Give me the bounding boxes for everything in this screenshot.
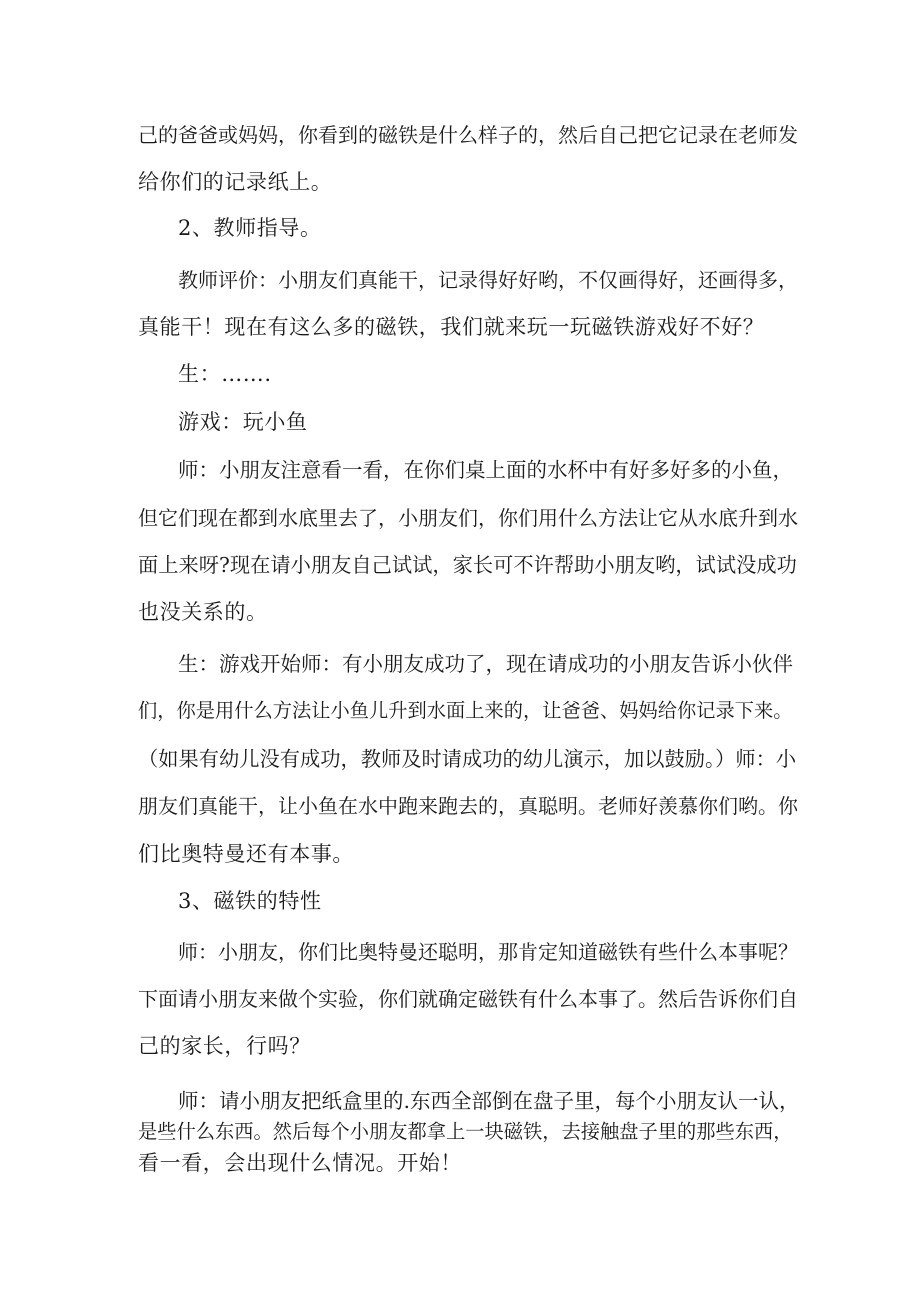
- paragraph-line: 下面请小朋友来做个实验，你们就确定磁铁有什么本事了。然后告诉你们自: [138, 987, 798, 1011]
- paragraph-line: 也没关系的。: [138, 600, 268, 624]
- paragraph-line: 师：请小朋友把纸盒里的.东西全部倒在盘子里，每个小朋友认一认，: [178, 1089, 800, 1113]
- paragraph-line: 是些什么东西。然后每个小朋友都拿上一块磁铁，去接触盘子里的那些东西，: [138, 1120, 793, 1143]
- paragraph-line: 生：游戏开始师：有小朋友成功了，现在请成功的小朋友告诉小伙伴: [178, 652, 793, 676]
- paragraph-line: 朋友们真能干，让小鱼在水中跑来跑去的，真聪明。老师好羡慕你们哟。你: [138, 794, 798, 818]
- paragraph-line: 教师评价：小朋友们真能干，记录得好好哟，不仅画得好，还画得多，: [178, 268, 798, 292]
- paragraph-line: 师：小朋友注意看一看，在你们桌上面的水杯中有好多好多的小鱼，: [178, 458, 793, 482]
- paragraph-line: 生：…….: [178, 362, 272, 386]
- paragraph-line: 己的爸爸或妈妈，你看到的磁铁是什么样子的，然后自己把它记录在老师发: [138, 123, 798, 147]
- paragraph-line: 们比奥特曼还有本事。: [138, 842, 354, 866]
- paragraph-line: 面上来呀?现在请小朋友自己试试，家长可不许帮助小朋友哟，试试没成功: [138, 553, 797, 577]
- paragraph-line: 师：小朋友，你们比奥特曼还聪明，那肯定知道磁铁有些什么本事呢？: [178, 940, 798, 964]
- section-heading: 3、磁铁的特性: [178, 889, 322, 913]
- paragraph-line: 但它们现在都到水底里去了，小朋友们，你们用什么方法让它从水底升到水: [138, 506, 798, 530]
- paragraph-line: 看一看，会出现什么情况。开始！: [138, 1151, 462, 1175]
- paragraph-line: 己的家长，行吗？: [138, 1034, 311, 1058]
- paragraph-line: （如果有幼儿没有成功，教师及时请成功的幼儿演示，加以鼓励。）师：小: [138, 747, 797, 771]
- paragraph-line: 游戏：玩小鱼: [178, 410, 308, 434]
- section-heading: 2、教师指导。: [178, 216, 322, 240]
- paragraph-line: 真能干！现在有这么多的磁铁，我们就来玩一玩磁铁游戏好不好？: [138, 315, 765, 339]
- paragraph-line: 们，你是用什么方法让小鱼儿升到水面上来的，让爸爸、妈妈给你记录下来。: [138, 699, 793, 722]
- paragraph-line: 给你们的记录纸上。: [138, 170, 333, 194]
